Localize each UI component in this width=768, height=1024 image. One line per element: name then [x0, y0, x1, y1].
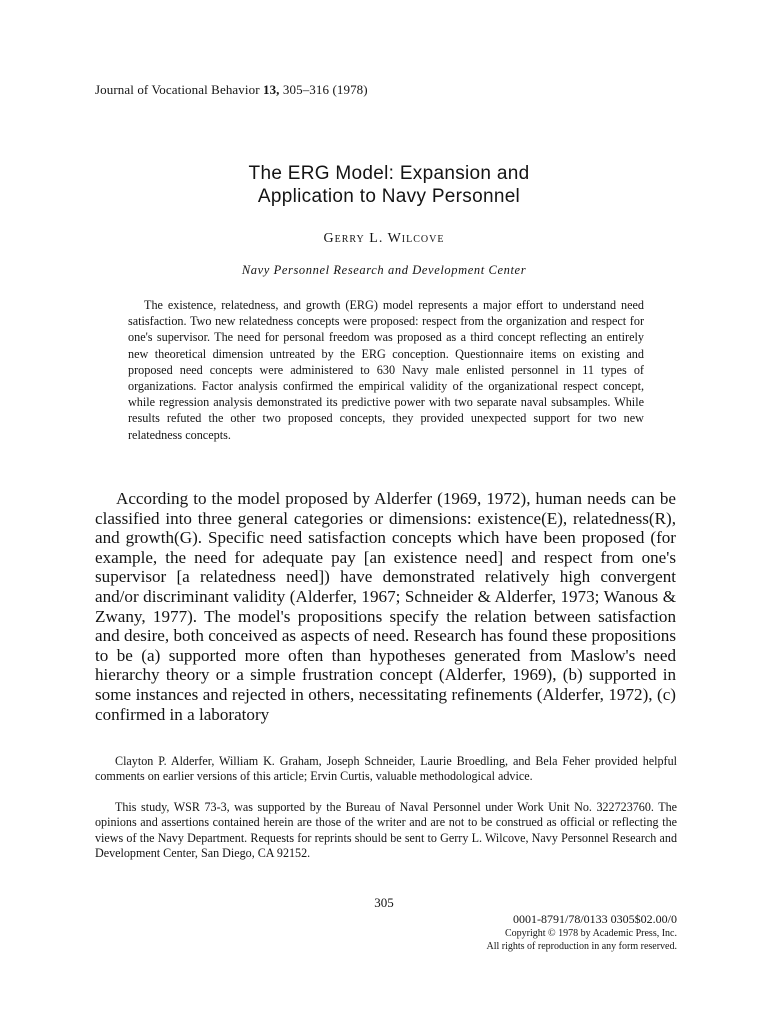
abstract: The existence, relatedness, and growth (ERG) model represents a major effort to understand need satisfaction. Two new relatedness concepts were proposed: respect from the organization and respect for one's supervisor. The need for personal freedom was proposed as a third concept reflecting an entirely new theoretical dimension untreated by the ERG conception. Questionnaire items on existing and proposed need concepts were administered to 630 Navy male enlisted personnel in 11 types of organizations. Factor analysis confirmed the empirical validity of the organizational respect concept, while regression analysis demonstrated its predictive power with two separate naval subsamples. While results refuted the other two proposed concepts, they provided unexpected support for two new relatedness concepts. [128, 298, 644, 442]
journal-pages-year: 305–316 (1978) [282, 82, 368, 97]
publisher-block [486, 912, 677, 953]
journal-name: Journal of Vocational Behavior [95, 82, 260, 97]
author-affiliation: Navy Personnel Research and Development Center [241, 263, 527, 277]
article-title-line-2: Application to Navy Personnel [257, 186, 521, 207]
publisher-code: 0001-8791/78/0133 0305$02.00/0 [513, 912, 677, 926]
body-paragraph: According to the model proposed by Alderfer (1969, 1972), human needs can be classified into three general categories or dimensions: existence(E), relatedness(R), and growth(G). Specific need satisfaction concepts which have been proposed (for example, the need for adequate pay [an existence need] and respect from one's supervisor [a relatedness need]) have demonstrated relatively high convergent and/or discriminant validity (Alderfer, 1967; Schneider & Alderfer, 1973; Wanous & Zwany, 1977). The model's propositions specify the relation between satisfaction and desire, both conceived as aspects of need. Research has found these propositions to be (a) supported more often than hypotheses generated from Maslow's need hierarchy theory or a simple frustration concept (Alderfer, 1969), (b) supported in some instances and rejected in others, necessitating refinements (Alderfer, 1972), (c) confirmed in a laboratory [95, 489, 676, 724]
article-title [0, 162, 768, 208]
publisher-copyright: Copyright © 1978 by Academic Press, Inc. [504, 928, 677, 939]
journal-citation [95, 82, 368, 98]
footnote-funding: This study, WSR 73-3, was supported by the Bureau of Naval Personnel under Work Unit No. 322723760. The opinions and assertions contained herein are those of the writer and are not to be construed as official or reflecting the views of the Navy Department. Requests for reprints should be sent to Gerry L. Wilcove, Navy Personnel Research and Development Center, San Diego, CA 92152. [95, 800, 677, 861]
publisher-rights: All rights of reproduction in any form reserved. [486, 941, 677, 952]
page-number: 305 [374, 895, 394, 910]
journal-volume: 13, [262, 82, 280, 97]
article-author: Gerry L. Wilcove [323, 231, 445, 246]
footnote-acknowledgments: Clayton P. Alderfer, William K. Graham, Joseph Schneider, Laurie Broedling, and Bela Feher provided helpful comments on earlier versions of this article; Ervin Curtis, valuable methodological advice. [95, 754, 677, 784]
article-title-line-1: The ERG Model: Expansion and [248, 163, 530, 184]
